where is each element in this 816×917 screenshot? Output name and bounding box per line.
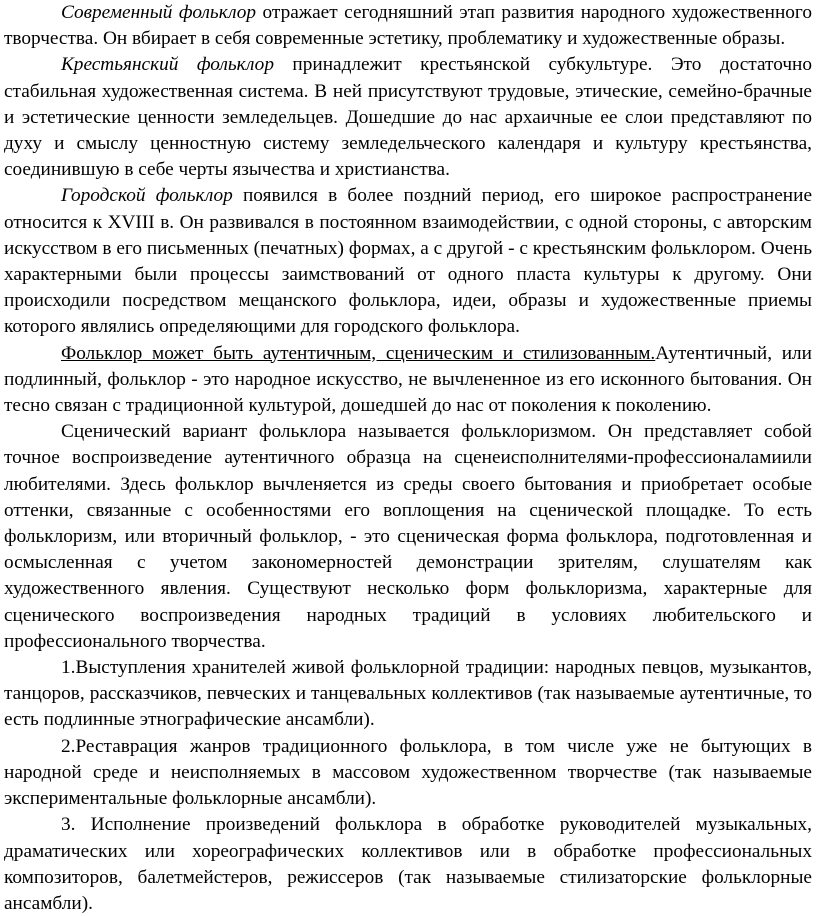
paragraph-text: Аутентичный, или подлинный, фольклор - это народное искусство, не вычлененное из его исконного бытования. Он тесно связан с традиционной культурой, дошедшей до нас от поколения к поколению. [4,342,812,417]
term-peasant-folklore: Крестьянский фольклор [61,54,274,76]
list-item-3 [4,812,812,917]
paragraph-text: принадлежит крестьянской субкультуре. Это достаточно стабильная художественная система. В ней присутствуют трудовые, этические, семейно-брачные и эстетические ценности земледельцев. Дошедшие до нас архаичные ее слои представляют по духу и смыслу ценностную систему земледельческого календаря и культуру крестьянства, соединившую в себе черты язычества и христианства. [4,54,812,181]
paragraph-text: появился в более поздний период, его широкое распространение относится к XVIII в. Он развивался в постоянном взаимодействии, с одной стороны, с авторским искусством в его письменных (печатных) формах, а с другой - с крестьянским фольклором. Очень характерными были процессы заимствований от одного пласта культуры к другому. Они происходили посредством мещанского фольклора, идеи, образы и художественные приемы которого являлись определяющими для городского фольклора. [4,185,812,338]
term-urban-folklore: Городской фольклор [61,185,233,207]
paragraph-folklore-types [4,341,812,420]
list-item-1 [4,655,812,734]
paragraph-text: 3. Исполнение произведений фольклора в обработке руководителей музыкальных, драматических или хореографических коллективов или в обработке профессиональных композиторов, балетмейстеров, режиссеров (так называемые стилизаторские фольклорные ансамбли). [4,814,812,914]
paragraph-peasant-folklore [4,52,812,183]
paragraph-text: 1.Выступления хранителей живой фольклорной традиции: народных певцов, музыкантов, танцоров, рассказчиков, певческих и танцевальных коллективов (так называемые аутентичные, то есть подлинные этнографические ансамбли). [4,657,812,731]
paragraph-text: отражает сегодняшний этап развития народного художественного творчества. Он вбирает в себя современные эстетику, проблематику и художественные образы. [4,2,812,50]
paragraph-modern-folklore [4,0,812,52]
term-modern-folklore: Современный фольклор [61,2,257,23]
paragraph-urban-folklore [4,183,812,340]
paragraph-text: Сценический вариант фольклора называется фольклоризмом. Он представляет собой точное воспроизведение аутентичного образца на сценеисполнителями-профессионаламиили любителями. Здесь фольклор вычленяется из среды своего бытования и приобретает особые оттенки, связанные с особенностями его воплощения на сценической площадке. То есть фольклоризм, или вторичный фольклор, - это сценическая форма фольклора, подготовленная и осмысленная с учетом закономерностей демонстрации зрителям, слушателям как художественного явления. Существуют несколько форм фольклоризма, характерные для сценического воспроизведения народных традиций в условиях любительского и профессионального творчества. [4,421,812,652]
paragraph-stage-folklore [4,419,812,655]
underlined-statement: Фольклор может быть аутентичным, сценическим и стилизованным. [61,342,656,364]
list-item-2 [4,734,812,813]
paragraph-text: 2.Реставрация жанров традиционного фольклора, в том числе уже не бытующих в народной среде и неисполняемых в массовом художественном творчестве (так называемые экспериментальные фольклорные ансамбли). [4,735,812,810]
